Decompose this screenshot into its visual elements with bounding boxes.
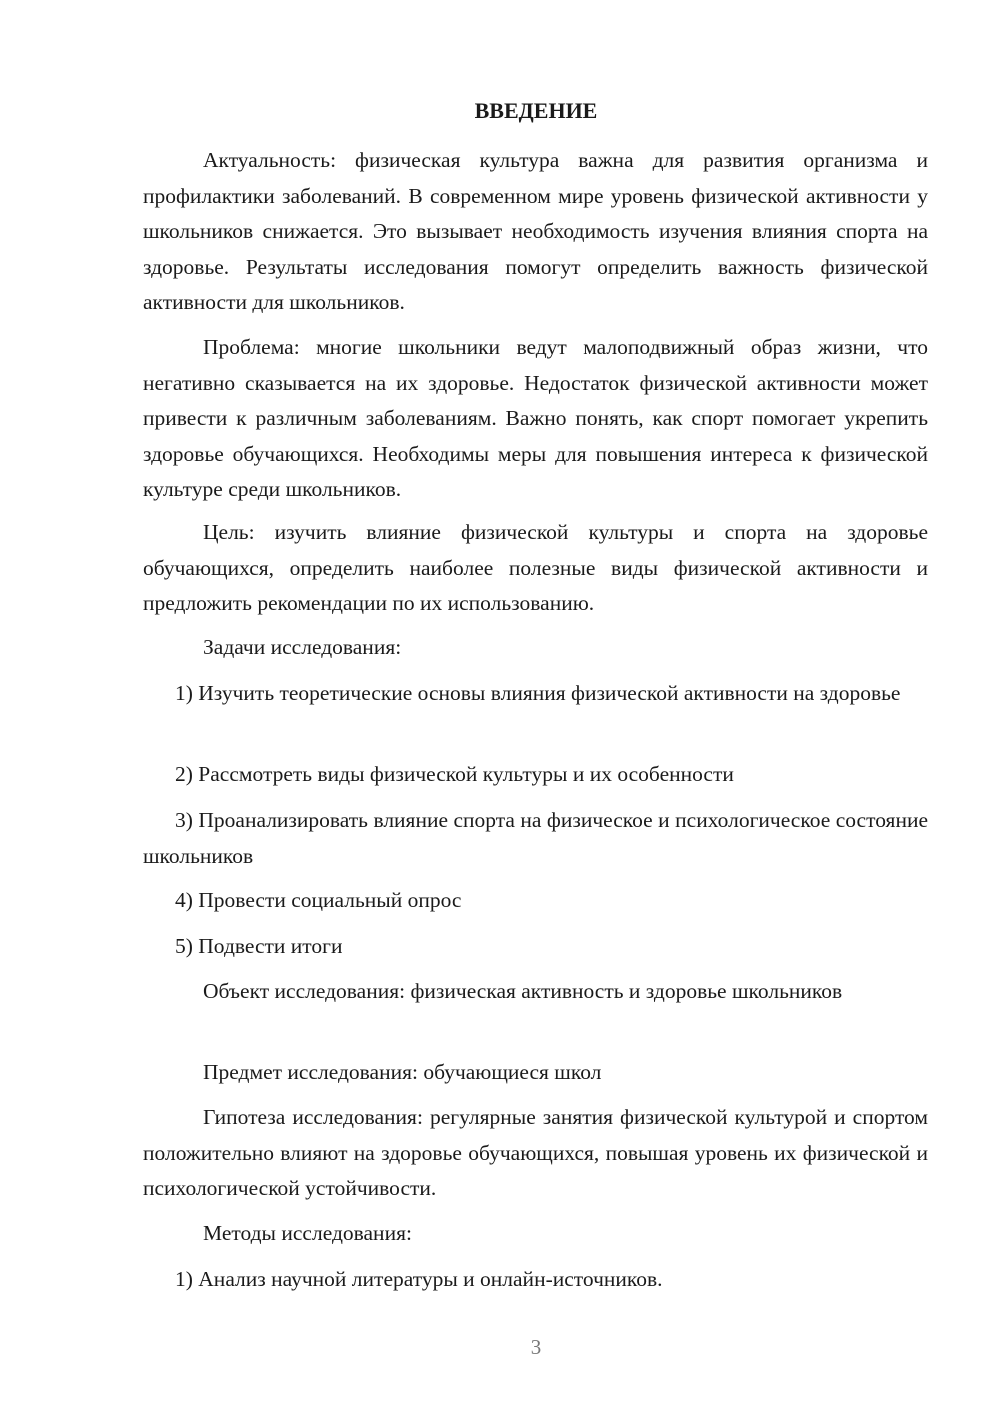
paragraph-relevance: Актуальность: физическая культура важна для развития организма и профилактики заболеваний. В современном мире уровень физической активности у школьников снижается. Это вызывает необходимость изучения влияния спорта на здоровье. Результаты исследования помогут определить важность физической активности для школьников. <box>143 148 928 314</box>
paragraph-tasks-heading: Задачи исследования: <box>203 635 402 659</box>
paragraph-hypothesis: Гипотеза исследования: регулярные занятия физической культурой и спортом положительно влияют на здоровье обучающихся, повышая уровень их физической и психологической устойчивости. <box>143 1105 928 1200</box>
section-title: ВВЕДЕНИЕ <box>474 98 598 123</box>
paragraph-subject: Предмет исследования: обучающиеся школ <box>203 1060 602 1084</box>
paragraph-problem: Проблема: многие школьники ведут малоподвижный образ жизни, что негативно сказывается на их здоровье. Недостаток физической активности может привести к различным заболеваниям. Важно понять, как спорт помогает укрепить здоровье обучающихся. Необходимы меры для повышения интереса к физической культуре среди школьников. <box>143 335 928 501</box>
list-item-task-2: 2) Рассмотреть виды физической культуры и их особенности <box>175 762 734 786</box>
paragraph-goal: Цель: изучить влияние физической культуры и спорта на здоровье обучающихся, определить наиболее полезные виды физической активности и предложить рекомендации по их использованию. <box>143 520 928 615</box>
page-number: 3 <box>530 1335 542 1359</box>
paragraph-object: Объект исследования: физическая активность и здоровье школьников <box>203 979 843 1003</box>
list-item-task-3: 3) Проанализировать влияние спорта на физическое и психологическое состояние школьников <box>143 808 928 868</box>
list-item-task-1: 1) Изучить теоретические основы влияния физической активности на здоровье <box>175 681 901 705</box>
list-item-task-4: 4) Провести социальный опрос <box>175 888 462 912</box>
list-item-task-5: 5) Подвести итоги <box>175 934 343 958</box>
list-item-method-1: 1) Анализ научной литературы и онлайн-источников. <box>175 1267 663 1291</box>
paragraph-methods-heading: Методы исследования: <box>203 1221 412 1245</box>
